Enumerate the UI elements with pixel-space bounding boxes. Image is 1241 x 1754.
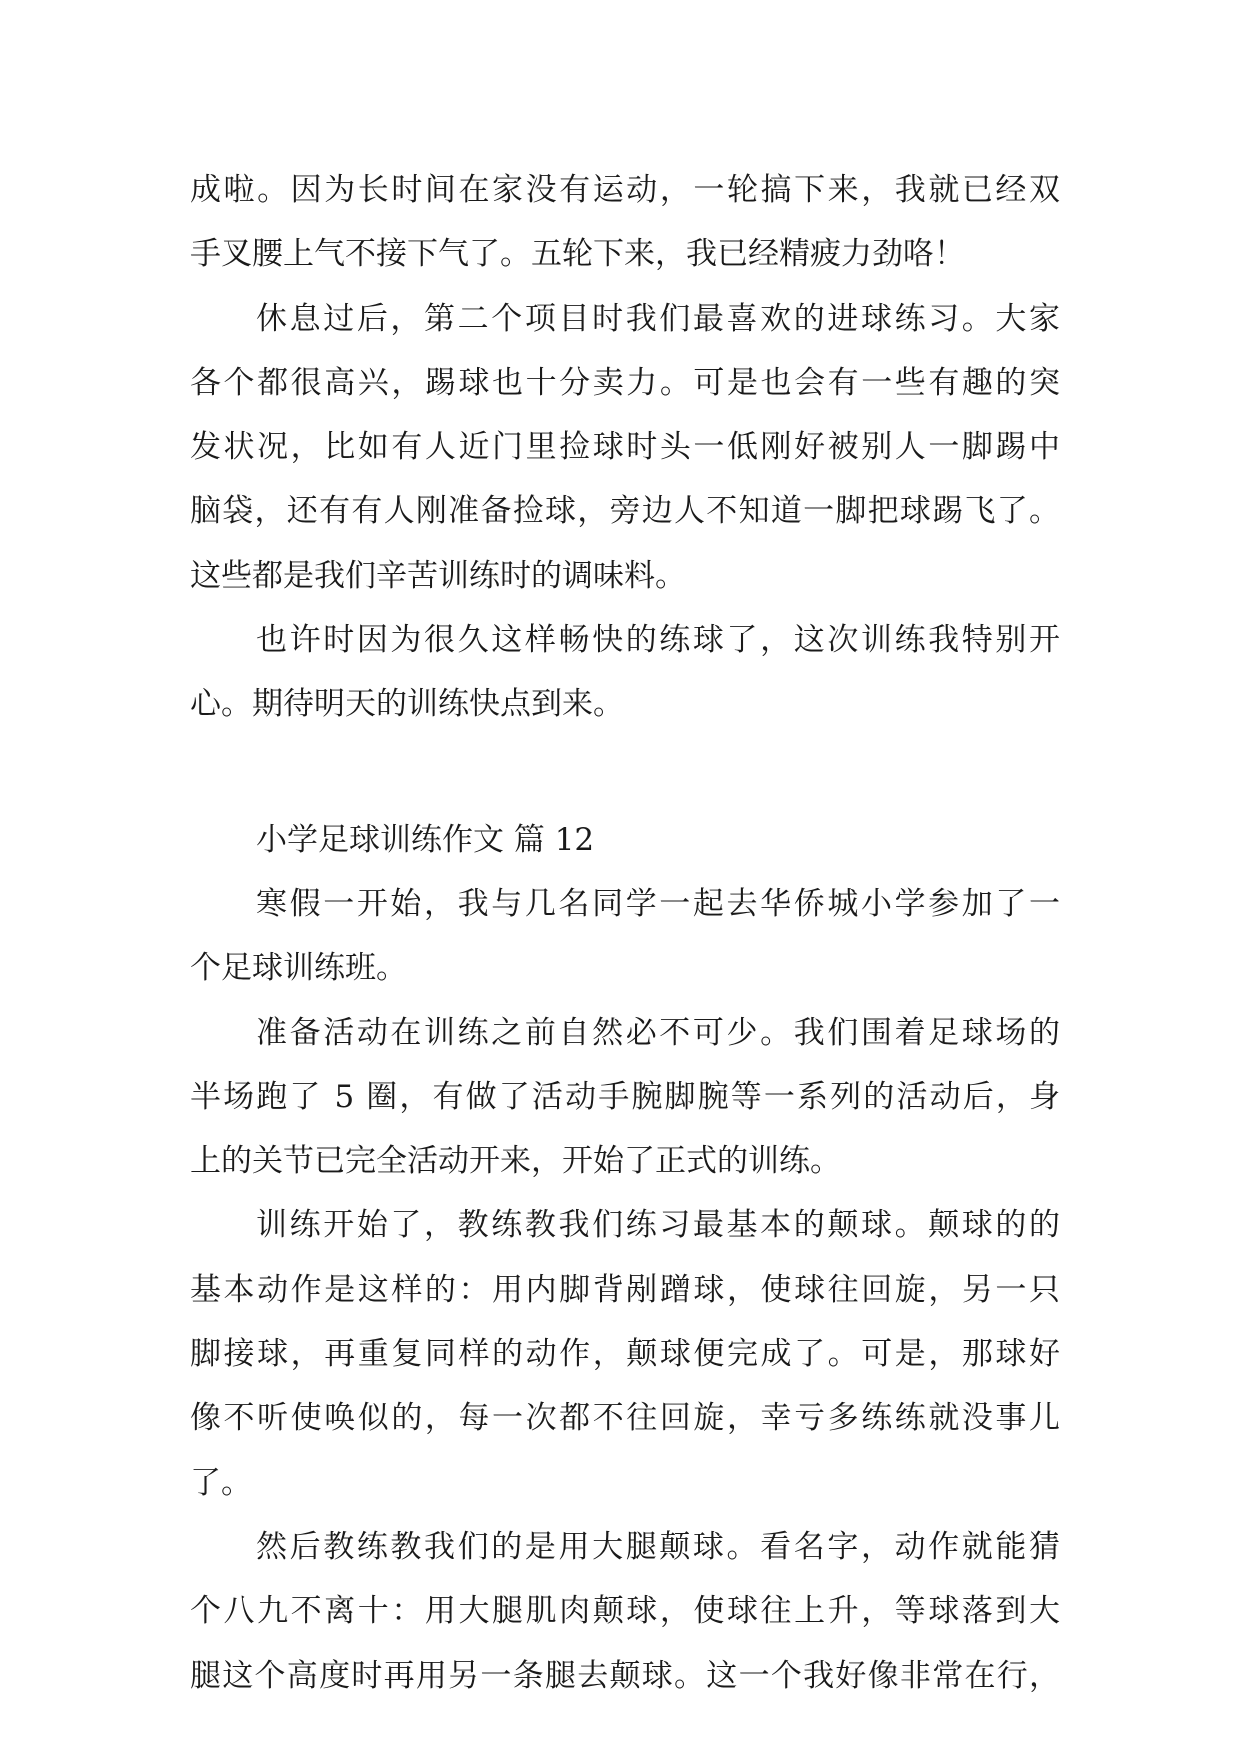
text-line: 个八九不离十：用大腿肌肉颠球，使球往上升，等球落到大: [190, 1593, 1060, 1630]
text-line: 基本动作是这样的：用内脚背剐蹭球，使球往回旋，另一只: [190, 1271, 1060, 1308]
text-line: 也许时因为很久这样畅快的练球了，这次训练我特别开: [256, 622, 1060, 659]
section-gap: [190, 737, 1060, 808]
text-line: 成啦。因为长时间在家没有运动，一轮搞下来，我就已经双: [190, 172, 1060, 208]
text-line: 心。期待明天的训练快点到来。: [190, 686, 624, 723]
text-line: 个足球训练班。: [190, 950, 407, 987]
text-line: 这些都是我们辛苦训练时的调味料。: [190, 557, 686, 594]
document-page: [190, 158, 1060, 1708]
text-line: 上的关节已完全活动开来，开始了正式的训练。: [190, 1143, 841, 1180]
text-line: 手叉腰上气不接下气了。五轮下来，我已经精疲力劲咯！: [190, 236, 965, 273]
text-line: 休息过后，第二个项目时我们最喜欢的进球练习。大家: [256, 300, 1060, 337]
text-line: 腿这个高度时再用另一条腿去颠球。这一个我好像非常在行，: [190, 1657, 1060, 1694]
text-line: 半场跑了 5 圈，有做了活动手腕脚腕等一系列的活动后，身: [190, 1078, 1060, 1115]
text-line: 寒假一开始，我与几名同学一起去华侨城小学参加了一: [256, 885, 1060, 922]
text-line: 脑袋，还有有人刚准备捡球，旁边人不知道一脚把球踢飞了。: [190, 493, 1060, 530]
text-line: 各个都很高兴，踢球也十分卖力。可是也会有一些有趣的突: [190, 364, 1060, 401]
text-line: 训练开始了，教练教我们练习最基本的颠球。颠球的的: [256, 1207, 1060, 1244]
text-line: 准备活动在训练之前自然必不可少。我们围着足球场的: [256, 1014, 1060, 1051]
text-line: 然后教练教我们的是用大腿颠球。看名字，动作就能猜: [256, 1528, 1060, 1565]
text-line: 发状况，比如有人近门里捡球时头一低刚好被别人一脚踢中: [190, 429, 1060, 466]
text-line: 脚接球，再重复同样的动作，颠球便完成了。可是，那球好: [190, 1336, 1060, 1373]
section-heading: 小学足球训练作文 篇 12: [256, 821, 595, 858]
text-line: 像不听使唤似的，每一次都不往回旋，幸亏多练练就没事儿: [190, 1400, 1060, 1437]
text-line: 了。: [190, 1464, 252, 1501]
